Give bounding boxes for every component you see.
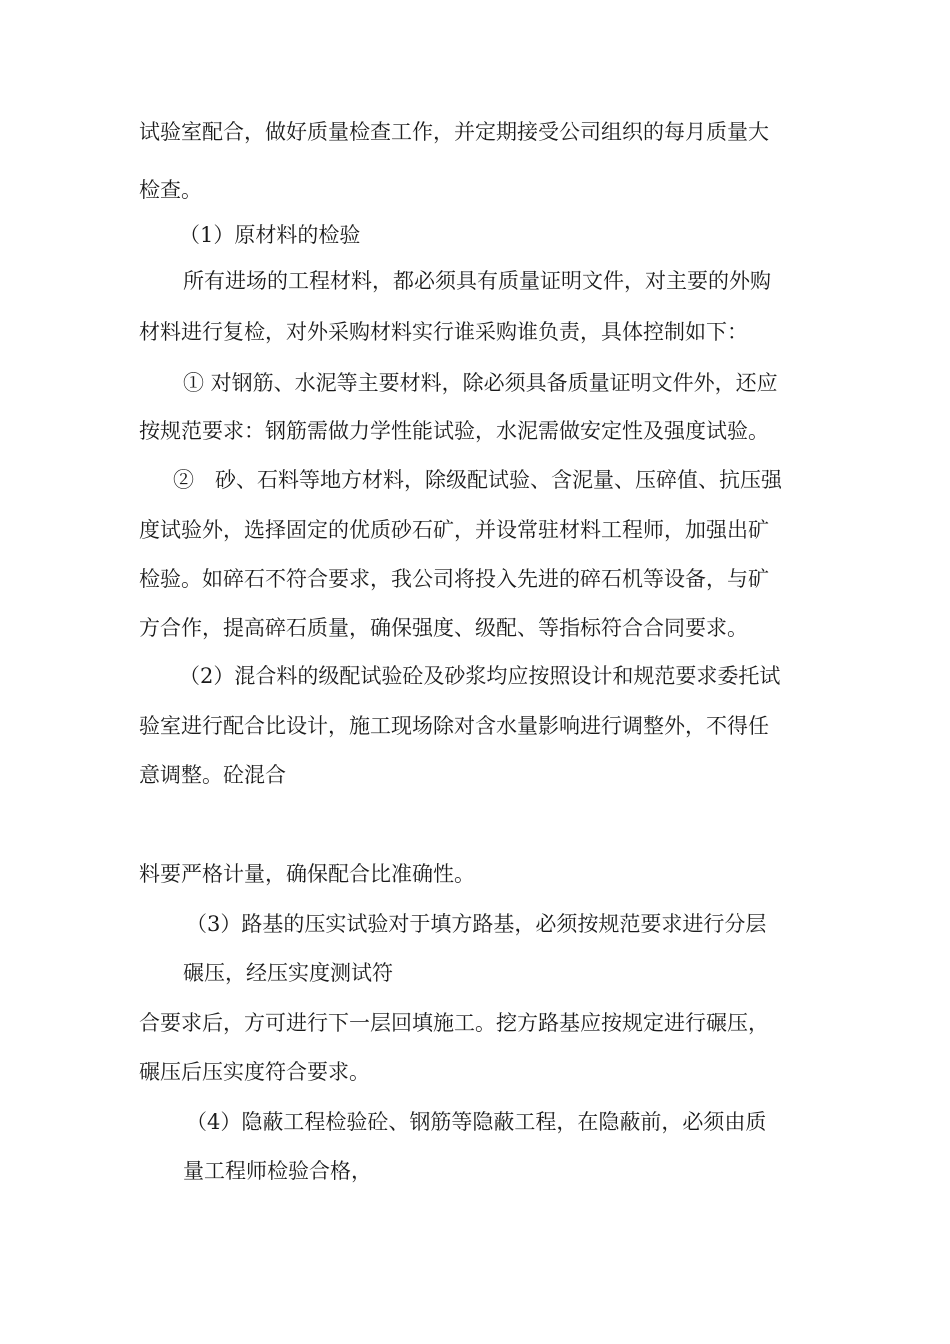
section-4-line-2: 量工程师检验合格， xyxy=(183,1159,372,1183)
paragraph-line-1: 试验室配合，做好质量检查工作，并定期接受公司组织的每月质量大 xyxy=(139,120,769,144)
section-3-line-4: 碾压后压实度符合要求。 xyxy=(139,1060,370,1084)
section-2-line-4: 料要严格计量，确保配合比准确性。 xyxy=(139,862,475,886)
list-item-2-line-2: 度试验外，选择固定的优质砂石矿，并设常驻材料工程师，加强出矿 xyxy=(139,518,769,542)
paragraph-line-4: 材料进行复检，对外采购材料实行谁采购谁负责，具体控制如下： xyxy=(139,320,748,344)
paragraph-line-2: 检查。 xyxy=(139,178,202,202)
section-4-line-1: （4）隐蔽工程检验砼、钢筋等隐蔽工程，在隐蔽前，必须由质 xyxy=(186,1110,767,1134)
section-2-line-1: （2）混合料的级配试验砼及砂浆均应按照设计和规范要求委托试 xyxy=(179,664,781,688)
list-item-2-line-4: 方合作，提高碎石质量，确保强度、级配、等指标符合合同要求。 xyxy=(139,616,748,640)
section-3-line-2: 碾压，经压实度测试符 xyxy=(183,961,393,985)
list-item-2-line-1: ② 砂、石料等地方材料，除级配试验、含泥量、压碎值、抗压强 xyxy=(173,468,782,492)
section-3-line-3: 合要求后，方可进行下一层回填施工。挖方路基应按规定进行碾压， xyxy=(139,1011,769,1035)
section-2-line-2: 验室进行配合比设计，施工现场除对含水量影响进行调整外，不得任 xyxy=(139,714,769,738)
paragraph-line-3: 所有进场的工程材料，都必须具有质量证明文件，对主要的外购 xyxy=(183,269,771,293)
section-3-line-1: （3）路基的压实试验对于填方路基，必须按规范要求进行分层 xyxy=(186,912,767,936)
list-item-2-line-3: 检验。如碎石不符合要求，我公司将投入先进的碎石机等设备，与矿 xyxy=(139,567,769,591)
list-item-1-line-2: 按规范要求：钢筋需做力学性能试验，水泥需做安定性及强度试验。 xyxy=(139,419,769,443)
section-2-line-3: 意调整。砼混合 xyxy=(139,763,286,787)
section-heading-1: （1）原材料的检验 xyxy=(179,223,361,247)
list-item-1-line-1: ① 对钢筋、水泥等主要材料，除必须具备质量证明文件外，还应 xyxy=(183,371,778,395)
